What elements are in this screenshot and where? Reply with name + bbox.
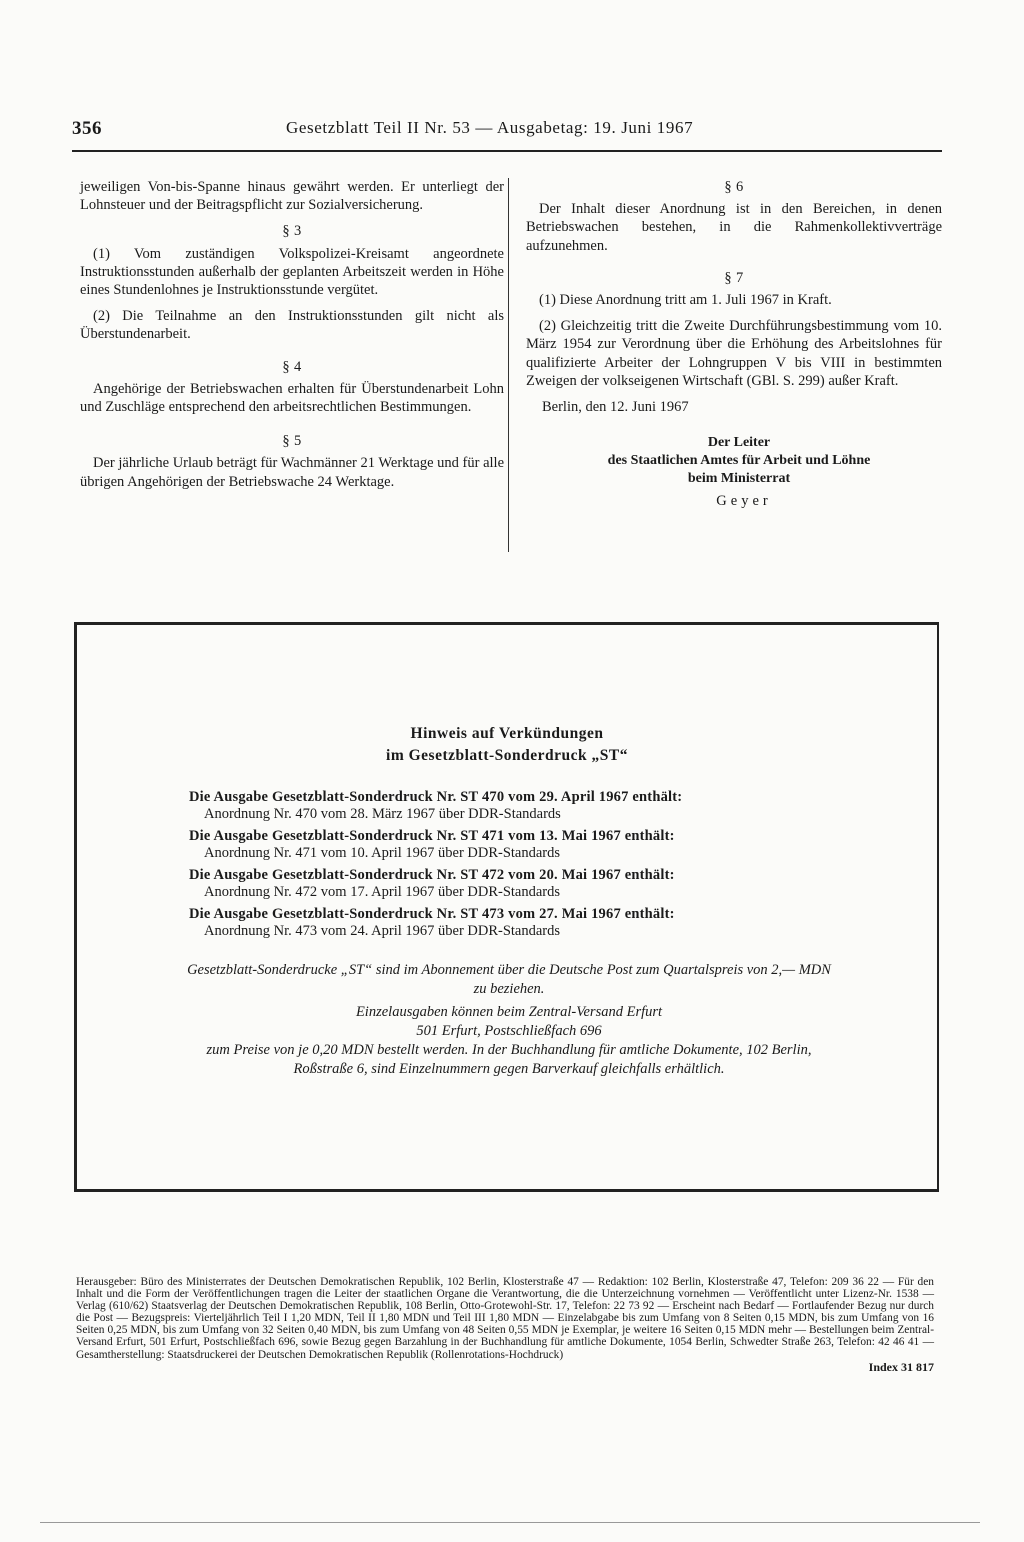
section-5-paragraph: Der jährliche Urlaub beträgt für Wachmänner 21 Werktage und für alle übrigen Angehörigen der Betriebswache 24 Werktage. [80,455,505,490]
single-issues-line-1: Einzelausgaben können beim Zentral-Versand Erfurt [355,1004,663,1020]
section-3-paragraph-2: (2) Die Teilnahme an den Instruktionsstunden gilt nicht als Überstundenarbeit. [80,308,504,343]
issue-heading: Die Ausgabe Gesetzblatt-Sonderdruck Nr. ST 471 vom 13. Mai 1967 enthält: [189,828,675,844]
issue-item [189,789,839,823]
section-4-paragraph: Angehörige der Betriebswachen erhalten für Überstundenarbeit Lohn und Zuschläge entsprechend den arbeitsrechtlichen Bestimmungen. [80,380,504,416]
paragraph-intro: jeweiligen Von-bis-Spanne hinaus gewährt werden. Er unterliegt der Lohnsteuer und der Beitragspflicht zur Sozialversicherung. [80,179,504,214]
signer-name: Geyer [716,493,772,510]
notice-title-line-2: im Gesetzblatt-Sonderdruck „ST“ [386,747,628,764]
single-issues-line-3: zum Preise von je 0,20 MDN bestellt werden. In der Buchhandlung für amtliche Dokumente, 102 Berlin, Roßstraße 6, sind Einzelnummern gegen Barverkauf gleichfalls erhältlich. [206,1042,812,1077]
issue-item [189,906,839,940]
gazette-title: Gesetzblatt Teil II Nr. 53 — Ausgabetag: 19. Juni 1967 [286,118,694,137]
signature-line-2: des Staatlichen Amtes für Arbeit und Löhne [607,453,871,469]
subscription-note: Gesetzblatt-Sonderdrucke „ST“ sind im Abonnement über die Deutsche Post zum Quartalspreis von 2,— MDN zu beziehen. [187,962,831,997]
single-issues-line-2: 501 Erfurt, Postschließfach 696 [416,1023,602,1039]
imprint-text: Herausgeber: Büro des Ministerrates der Deutschen Demokratischen Republik, 102 Berlin, Klosterstraße 47 — Redaktion: 102 Berlin, Klosterstraße 47, Telefon: 209 36 22 — Für den Inhalt und die Form der Veröffentlichungen tragen die Leiter der staatlichen Organe die Verantwortung, die die Unterzeichnung vornehmen — Veröffentlicht unter Lizenz-Nr. 1538 — Verlag (610/62) Staatsverlag der Deutschen Demokratischen Republik, 108 Berlin, Otto-Grotewohl-Str. 17, Telefon: 22 73 92 — Erscheint nach Bedarf — Fortlaufender Bezug nur durch die Post — Bezugspreis: Vierteljährlich Teil I 1,20 MDN, Teil II 1,80 MDN und Teil III 1,80 MDN — Einzelabgabe bis zum Umfang von 8 Seiten 0,15 MDN, bis zum Umfang von 16 Seiten 0,25 MDN, bis zum Umfang von 32 Seiten 0,40 MDN, bis zum Umfang von 48 Seiten 0,55 MDN je Exemplar, je weitere 16 Seiten 0,15 MDN mehr — Bestellungen beim Zentral-Versand Erfurt, 501 Erfurt, Postschließfach 696, sowie Bezug gegen Barzahlung in der Buchhandlung für amtliche Dokumente, 1054 Berlin, Schwedter Straße 263, Telefon: 42 46 41 — Gesamtherstellung: Staatsdruckerei der Deutschen Demokratischen Republik (Rollenrotations-Hochdruck) [76,1276,934,1361]
imprint-footer [76,1276,934,1373]
issue-item [189,867,839,901]
issue-content: Anordnung Nr. 473 vom 24. April 1967 über DDR-Standards [204,923,561,939]
notice-ordering-info [185,961,833,1079]
place-date: Berlin, den 12. Juni 1967 [542,399,689,416]
signature-block [536,434,942,488]
section-7-paragraph-2: (2) Gleichzeitig tritt die Zweite Durchführungsbestimmung vom 10. März 1954 zur Verordnung über die Erhöhung des Arbeitslohnes für qualifizierte Arbeiter der Lohngruppen V bis VIII in bestimmten Zweigen der volkseigenen Wirtschaft (GBl. S. 299) außer Kraft. [526,318,942,389]
column-divider [508,178,509,552]
issue-item [189,828,839,862]
notice-title-line-1: Hinweis auf Verkündungen [410,725,604,742]
issue-heading: Die Ausgabe Gesetzblatt-Sonderdruck Nr. ST 470 vom 29. April 1967 enthält: [189,789,683,805]
index-number: Index 31 817 [868,1359,934,1374]
section-5-title: § 5 [282,433,302,450]
section-3-title: § 3 [282,223,302,240]
section-3-paragraph-1: (1) Vom zuständigen Volkspolizei-Kreisamt angeordnete Instruktionsstunden außerhalb der geplanten Arbeitszeit werden in Höhe eines Stundenlohnes je Instruktionsstunde vergütet. [80,245,504,299]
section-6-title: § 6 [724,179,744,195]
right-column [526,178,942,510]
issue-heading: Die Ausgabe Gesetzblatt-Sonderdruck Nr. ST 472 vom 20. Mai 1967 enthält: [189,867,675,883]
section-7-paragraph-1: (1) Diese Anordnung tritt am 1. Juli 1967 in Kraft. [539,292,832,309]
bottom-rule [40,1522,980,1523]
issue-content: Anordnung Nr. 472 vom 17. April 1967 über DDR-Standards [204,884,561,900]
signature-line-3: beim Ministerrat [687,471,791,487]
section-7-title: § 7 [724,269,744,286]
left-column [80,178,504,499]
signature-line-1: Der Leiter [707,435,771,451]
issue-content: Anordnung Nr. 471 vom 10. April 1967 über DDR-Standards [204,845,561,861]
issue-content: Anordnung Nr. 470 vom 28. März 1967 über DDR-Standards [204,806,561,822]
section-4-title: § 4 [282,358,302,375]
notice-title [77,723,937,767]
page-number: 356 [72,118,102,139]
issue-list [189,789,839,945]
section-6-paragraph: Der Inhalt dieser Anordnung ist in den Bereichen, in denen Betriebswachen bestehen, in die Rahmenkollektivverträge aufzunehmen. [526,201,942,254]
page-header [72,118,942,152]
notice-box [74,622,939,1192]
issue-heading: Die Ausgabe Gesetzblatt-Sonderdruck Nr. ST 473 vom 27. Mai 1967 enthält: [189,906,675,922]
